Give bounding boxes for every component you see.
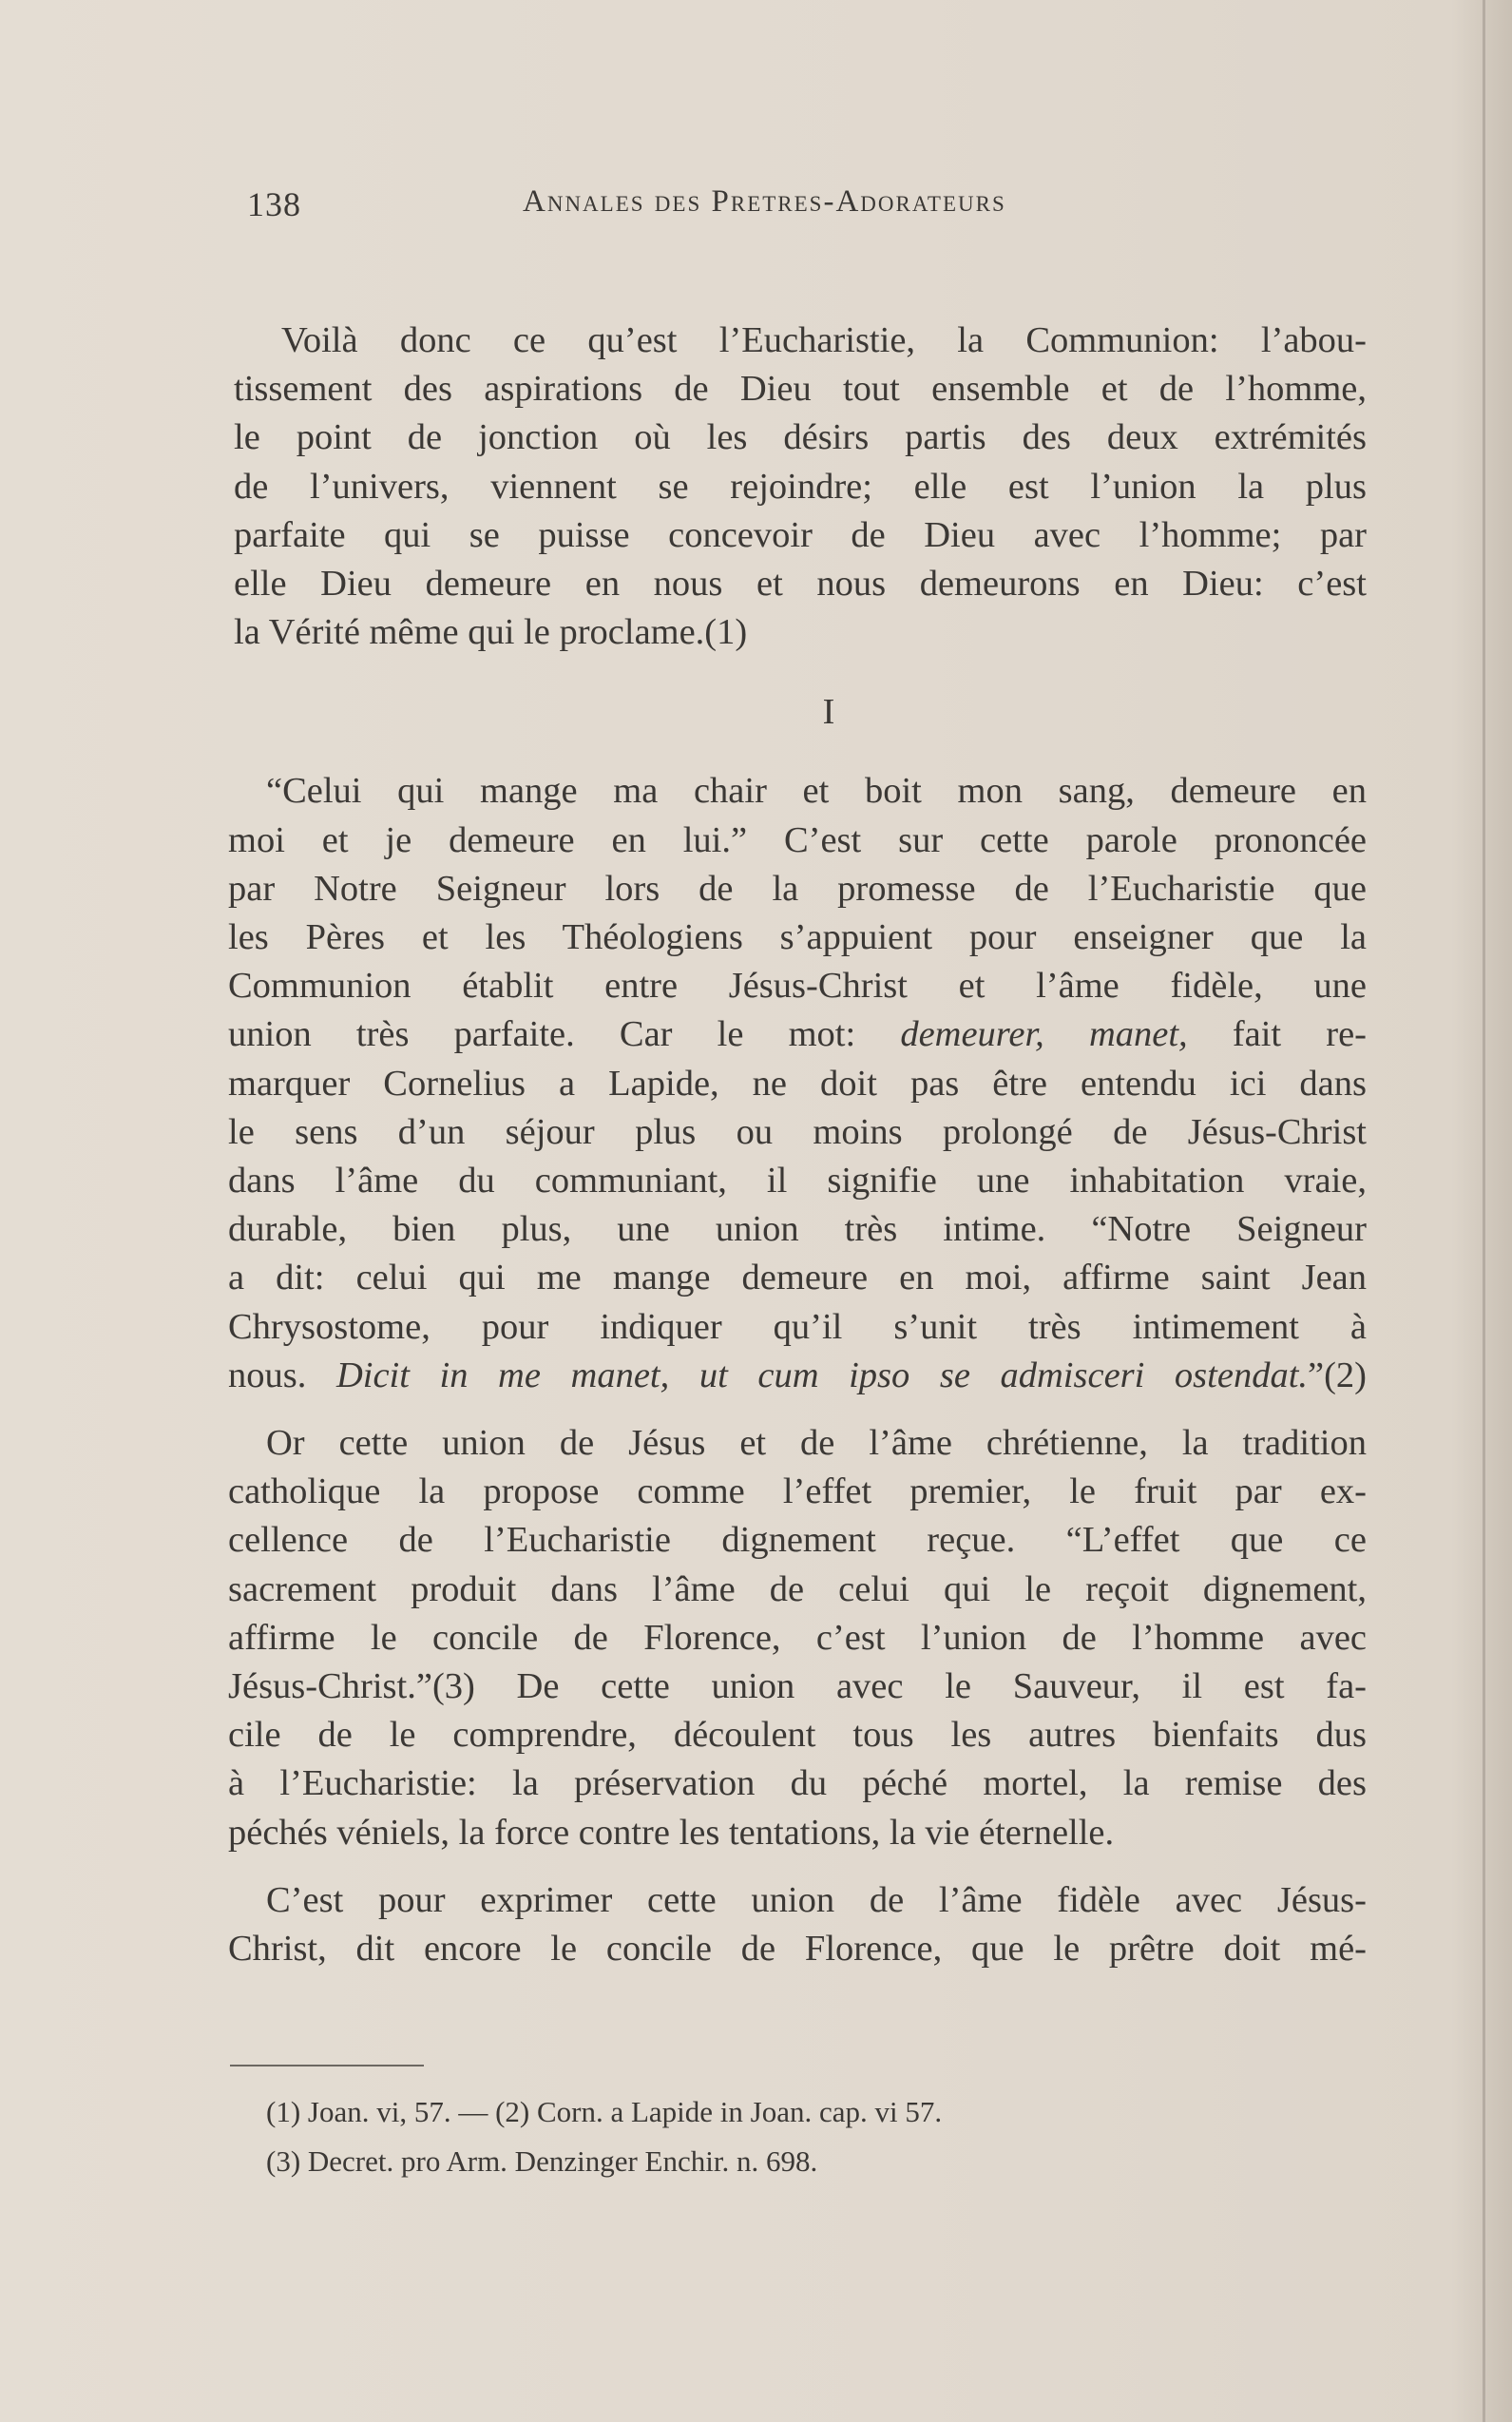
text-line: Voilà donc ce qu’est l’Eucharistie, la Communion: l’abou- [281,320,1367,360]
text-line: parfaite qui se puisse concevoir de Dieu avec l’homme; par [234,514,1367,555]
text-line: Jésus-Christ.”(3) De cette union avec le Sauveur, il est fa- [228,1666,1367,1707]
paragraph-1 [228,767,1367,1400]
text-line: de l’univers, viennent se rejoindre; elle est l’union la plus [234,466,1367,507]
page-edge [1483,0,1485,2422]
text-line: moi et je demeure en lui.” C’est sur cette parole prononcée [228,819,1367,860]
body-text [228,317,1367,1973]
text-line: par Notre Seigneur lors de la promesse de l’Eucharistie que [228,868,1367,909]
text-line: la Vérité même qui le proclame.(1) [234,612,748,653]
footnote-divider [230,2065,424,2066]
text-line: les Pères et les Théologiens s’appuient pour enseigner que la [228,917,1367,958]
text-line: dans l’âme du communiant, il signifie une inhabitation vraie, [228,1161,1367,1201]
text-line: marquer Cornelius a Lapide, ne doit pas être entendu ici dans [228,1063,1367,1104]
footnote-1-2: (1) Joan. vi, 57. — (2) Corn. a Lapide in Joan. cap. vi 57. [266,2095,943,2128]
text-segment: union très parfaite. Car le mot: [228,1014,856,1055]
latin-quote: Dicit in me manet, ut cum ipso se admisceri ostendat. [335,1355,1309,1395]
footnote-3: (3) Decret. pro Arm. Denzinger Enchir. n. 698. [266,2144,818,2178]
text-line: cellence de l’Eucharistie dignement reçue. “L’effet que ce [228,1520,1367,1561]
text-line: elle Dieu demeure en nous et nous demeurons en Dieu: c’est [234,564,1367,605]
journal-title: Annales des Pretres-Adorateurs [523,184,1006,219]
text-line: Chrysostome, pour indiquer qu’il s’unit très intimement à [228,1306,1367,1347]
text-line-with-italic [228,1352,1367,1400]
text-line: affirme le concile de Florence, c’est l’union de l’homme avec [228,1617,1367,1658]
text-segment: nous. [228,1355,307,1395]
paragraph-3 [228,1876,1367,1973]
text-line: le sens d’un séjour plus ou moins prolongé de Jésus-Christ [228,1111,1367,1152]
section-heading: I [822,692,835,733]
text-line: durable, bien plus, une union très intime. “Notre Seigneur [228,1209,1367,1250]
italic-term: demeurer, manet, [900,1014,1188,1055]
text-line: catholique la propose comme l’effet premier, le fruit par ex- [228,1471,1367,1512]
text-line: a dit: celui qui me mange demeure en moi, affirme saint Jean [228,1258,1367,1298]
text-line: cile de le comprendre, découlent tous les autres bienfaits dus [228,1715,1367,1756]
text-line: Christ, dit encore le concile de Florence, que le prêtre doit mé- [228,1929,1367,1970]
running-head [247,184,1378,226]
page-number: 138 [247,185,301,223]
text-line-with-italic [228,1010,1367,1059]
paragraph-2 [228,1419,1367,1857]
text-line: à l’Eucharistie: la préservation du péché mortel, la remise des [228,1763,1367,1804]
text-line: sacrement produit dans l’âme de celui qui le reçoit dignement, [228,1568,1367,1609]
text-segment: ”(2) [1308,1355,1367,1395]
text-line: péchés véniels, la force contre les tentations, la vie éternelle. [228,1812,1115,1853]
text-line: C’est pour exprimer cette union de l’âme fidèle avec Jésus- [266,1879,1367,1920]
text-segment: fait re- [1232,1014,1367,1055]
text-line: le point de jonction où les désirs partis des deux extrémités [234,417,1367,458]
footnotes [266,2087,1311,2186]
text-line: Communion établit entre Jésus-Christ et l’âme fidèle, une [228,966,1367,1007]
paragraph-intro [234,317,1367,657]
text-line: tissement des aspirations de Dieu tout ensemble et de l’homme, [234,369,1367,410]
text-line: “Celui qui mange ma chair et boit mon sang, demeure en [266,771,1367,812]
text-line: Or cette union de Jésus et de l’âme chrétienne, la tradition [266,1423,1367,1464]
